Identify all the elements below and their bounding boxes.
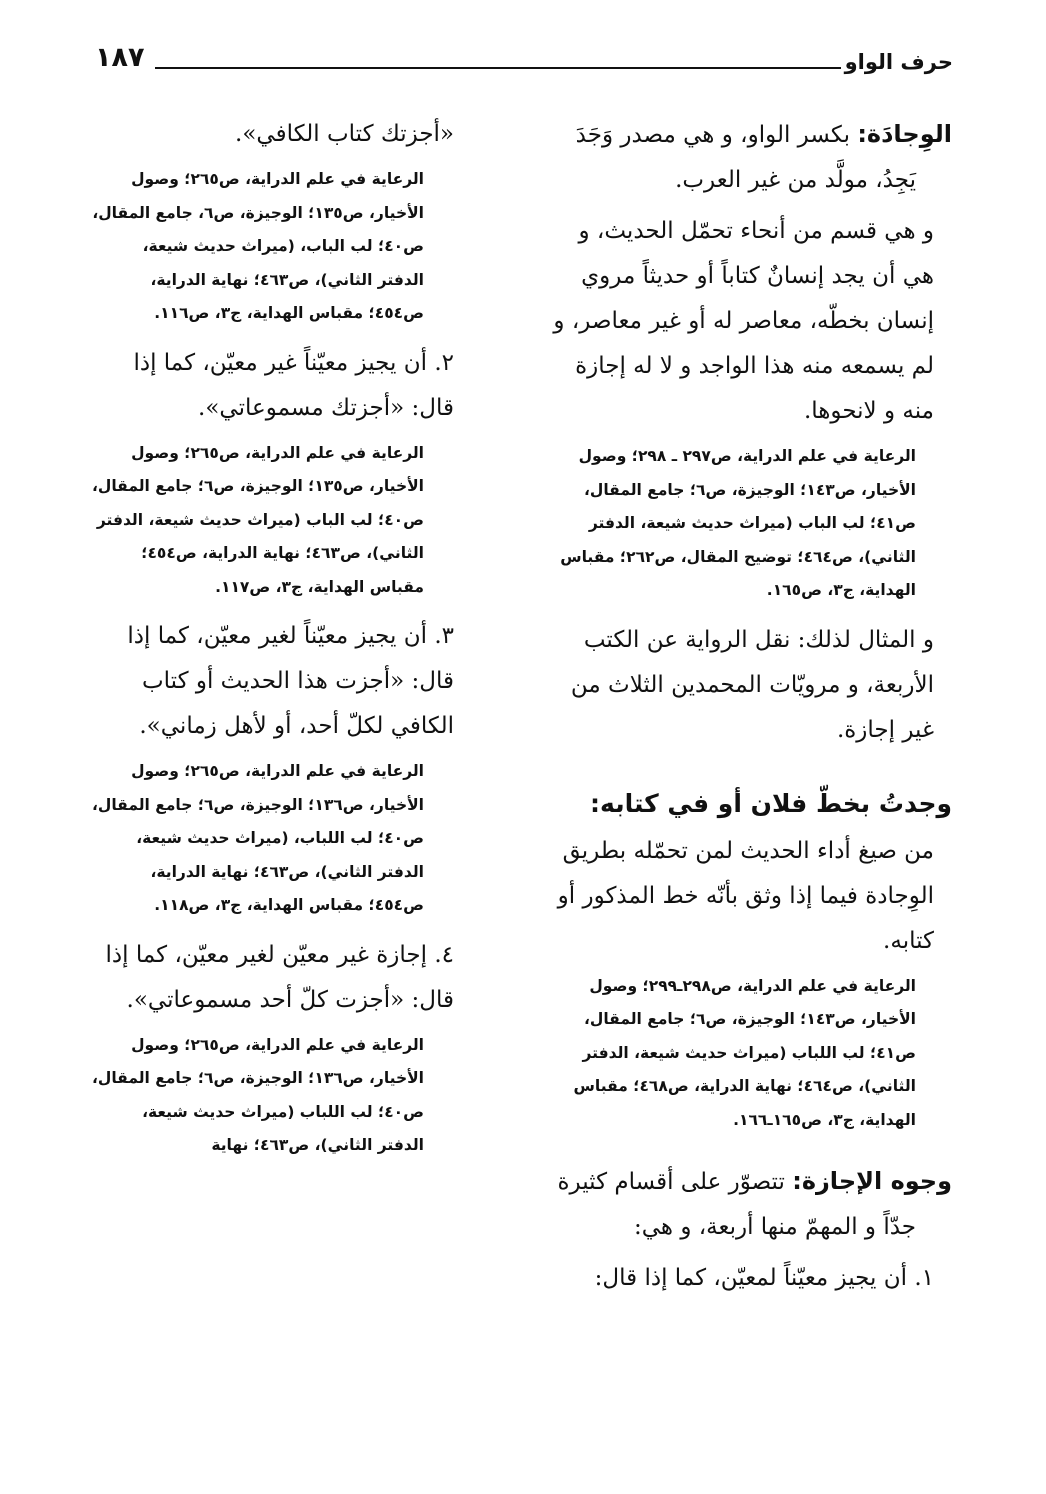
entry-term: الوِجادَة: [857, 120, 952, 148]
entry-wijada [552, 112, 952, 203]
list-item: ١. أن يجيز معيّناً لمعيّن، كما إذا قال: [594, 1265, 934, 1291]
list-item: ٤. إجازة غير معيّن لغير معيّن، كما إذا قال: «أجزت كلّ أحد مسموعاتي». [105, 941, 454, 1013]
reference-list: الرعاية في علم الدراية، ص٢٦٥؛ وصول الأخيار، ص١٣٥؛ الوجيزة، ص٦، جامع المقال، ص٤٠؛ لب الباب، (ميراث حديث شيعة، الدفتر الثاني)، ص٤٦٣؛ نهاية الدراية، ص٤٥٤؛ مقباس الهداية، ج٣، ص١١٦. [92, 170, 424, 322]
entry-definition: بكسر الواو، و هي مصدر وَجَدَ يَجِدُ، مولَّد من غير العرب. [575, 122, 916, 193]
reference-list: الرعاية في علم الدراية، ص٢٦٥؛ وصول الأخيار، ص١٣٥؛ الوجيزة، ص٦؛ جامع المقال، ص٤٠؛ لب الباب (ميراث حديث شيعة، الدفتر الثاني)، ص٤٦٣؛ نهاية الدراية، ص٤٥٤؛ مقباس الهداية، ج٣، ص١١٧. [92, 443, 424, 596]
page-number: ١٨٧ [95, 42, 145, 73]
reference-list: الرعاية في علم الدراية، ص٢٩٧ ـ ٢٩٨؛ وصول الأخيار، ص١٤٣؛ الوجيزة، ص٦؛ جامع المقال، ص٤١؛ لب الباب (ميراث حديث شيعة، الدفتر الثاني)، ص٤٦٤؛ توضيح المقال، ص٢٦٢؛ مقباس الهداية، ج٣، ص١٦٥. [560, 447, 916, 599]
reference-list: الرعاية في علم الدراية، ص٢٦٥؛ وصول الأخيار، ص١٣٦؛ الوجيزة، ص٦؛ جامع المقال، ص٤٠؛ لب اللباب (ميراث حديث شيعة، الدفتر الثاني)، ص٤٦٣؛ نهاية [92, 1035, 424, 1154]
reference-list: الرعاية في علم الدراية، ص٢٩٨ـ٢٩٩؛ وصول الأخيار، ص١٤٣؛ الوجيزة، ص٦؛ جامع المقال، ص٤١؛ لب اللباب (ميراث حديث شيعة، الدفتر الثاني)، ص٤٦٤؛ نهاية الدراية، ص٤٦٨؛ مقباس الهداية، ج٣، ص١٦٥ـ١٦٦. [573, 976, 916, 1129]
entry-ijaza [552, 1159, 952, 1250]
right-column [552, 112, 952, 1307]
example-paragraph: و المثال لذلك: نقل الرواية عن الكتب الأربعة، و مرويّات المحمدين الثلاث من غير إجازة. [570, 626, 934, 743]
left-column [92, 112, 454, 1173]
list-item: ٣. أن يجيز معيّناً لغير معيّن، كما إذا قال: «أجزت هذا الحديث أو كتاب الكافي لكلّ أحد، أو لأهل زماني». [127, 623, 454, 739]
reference-list: الرعاية في علم الدراية، ص٢٦٥؛ وصول الأخيار، ص١٣٦؛ الوجيزة، ص٦؛ جامع المقال، ص٤٠؛ لب اللباب، (ميراث حديث شيعة، الدفتر الثاني)، ص٤٦٣؛ نهاية الدراية، ص٤٥٤؛ مقباس الهداية، ج٣، ص١١٨. [92, 762, 424, 914]
list-item: ٢. أن يجيز معيّناً غير معيّن، كما إذا قال: «أجزتك مسموعاتي». [133, 349, 454, 421]
entry-body: من صيغ أداء الحديث لمن تحمّله بطريق الوِجادة فيما إذا وثق بأنّه خط المذكور أو كتابه. [557, 837, 934, 954]
quote-line: «أجزتك كتاب الكافي». [235, 121, 454, 147]
entry-body: و هي قسم من أنحاء تحمّل الحديث، و هي أن يجد إنسانٌ كتاباً أو حديثاً مروي إنسان بخطّه، معاصر له أو غير معاصر، و لم يسمعه منه هذا الواجد و لا له إجازة منه و لانحوها. [553, 218, 934, 424]
page-header [95, 40, 953, 80]
entry-definition: تتصوّر على أقسام كثيرة جدّاً و المهمّ منها أربعة، و هي: [557, 1169, 916, 1240]
section-heading: وجدتُ بخطّ فلان أو في كتابه: [590, 788, 952, 818]
running-title: حرف الواو [844, 50, 953, 74]
entry-term: وجوه الإجازة: [792, 1167, 952, 1195]
header-rule [155, 67, 841, 69]
